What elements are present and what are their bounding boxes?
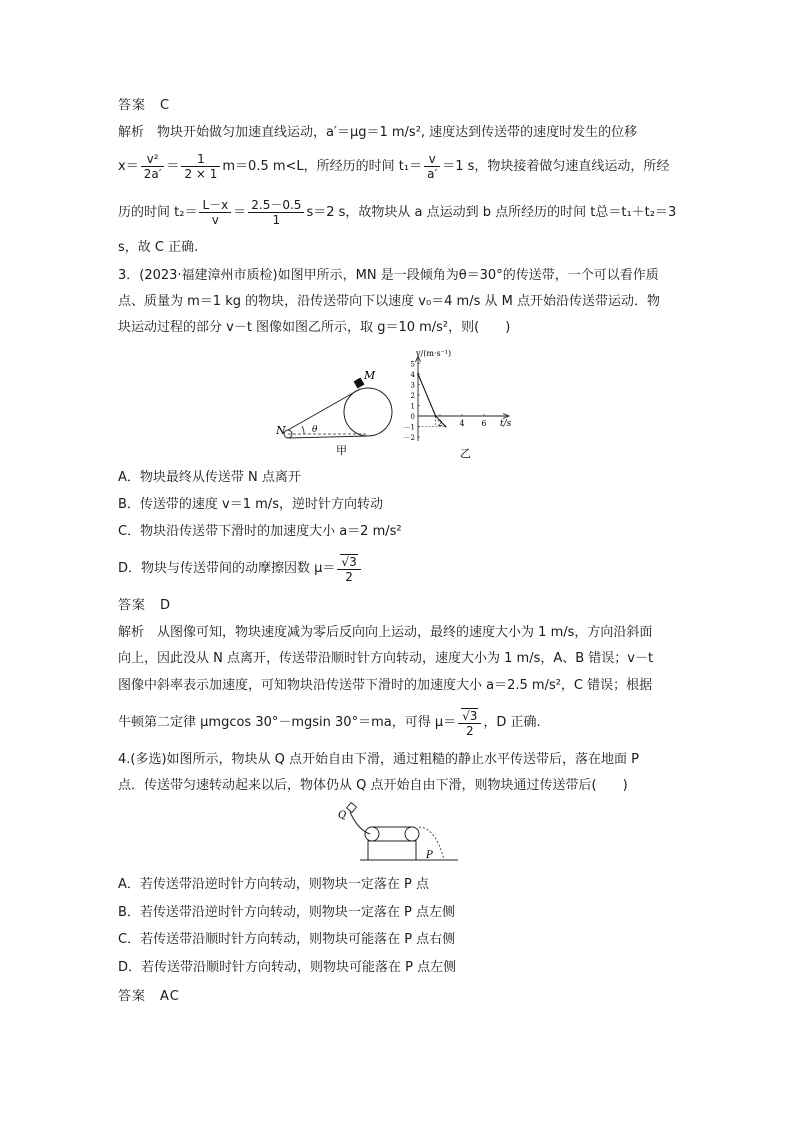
- analysis-text: 牛顿第二定律 μmgcos 30°－mgsin 30°＝ma，可得 μ＝: [118, 715, 457, 730]
- q4-option-d[interactable]: [118, 958, 678, 978]
- question-3-line-1: [118, 266, 678, 286]
- analysis-2-line-4: [118, 238, 678, 258]
- sqrt-value: √3: [341, 554, 357, 569]
- y-tick-label: －1: [404, 423, 415, 432]
- block-m: [354, 378, 365, 389]
- y-tick-label: 4: [410, 371, 415, 379]
- y-tick-label: 3: [410, 381, 415, 390]
- analysis-text: s＝2 s，故物块从 a 点运动到 b 点所经历的时间 t总＝t₁＋t₂＝3: [306, 205, 677, 220]
- denominator: 2: [465, 723, 474, 738]
- y-tick-label: 5: [410, 360, 415, 369]
- slide-ramp: [350, 812, 370, 834]
- y-axis-label: v/(m·s⁻¹): [416, 349, 452, 358]
- figure-yi-vt-chart: [404, 346, 524, 460]
- analysis-2-line-3: [118, 196, 678, 230]
- analysis-3-line-2: [118, 649, 678, 669]
- question-text: 3．(2023·福建漳州市质检)如图甲所示，MN 是一段倾角为θ＝30°的传送带，一个可以看作质: [118, 268, 659, 283]
- large-pulley: [344, 388, 392, 436]
- x-tick-label: 4: [459, 419, 465, 428]
- analysis-text: ＝: [233, 205, 247, 220]
- fraction: [337, 554, 360, 584]
- analysis-3-line-3: [118, 676, 678, 696]
- numerator: 1: [181, 152, 220, 167]
- label-n: N: [276, 424, 286, 437]
- analysis-text: 历的时间 t₂＝: [118, 205, 198, 220]
- q3-option-d[interactable]: [118, 552, 678, 586]
- answer-3: [118, 596, 678, 616]
- fraction: [199, 198, 231, 227]
- data-point: [435, 415, 437, 417]
- denominator: 1: [272, 213, 281, 227]
- caption-yi: 乙: [460, 447, 471, 460]
- answer-label: 答案: [118, 989, 147, 1004]
- support-stand: [368, 841, 416, 860]
- analysis-text: ＝: [166, 159, 180, 174]
- x-tick-label: 2: [437, 419, 443, 428]
- numerator: [337, 554, 360, 570]
- x-tick-label: 6: [481, 419, 487, 428]
- fraction: [141, 152, 165, 181]
- caption-jia: 甲: [336, 444, 347, 456]
- question-3-line-3: [118, 318, 678, 338]
- belt-top: [288, 389, 360, 430]
- label-p: P: [426, 850, 433, 861]
- question-text: 点、质量为 m＝1 kg 的物块，沿传送带向下以速度 v₀＝4 m/s 从 M 点开始沿传送带运动．物: [118, 294, 660, 309]
- option-text: C．物块沿传送带下滑时的加速度大小 a＝2 m/s²: [118, 524, 402, 539]
- analysis-text: ，D 正确.: [483, 715, 541, 730]
- numerator: [458, 708, 481, 724]
- denominator: 2a′: [143, 167, 162, 181]
- question-4-line-2: [118, 776, 678, 796]
- y-tick-label: 0: [410, 413, 415, 421]
- analysis-2-line-2: [118, 150, 678, 184]
- option-text: C．若传送带沿顺时针方向转动，则物块可能落在 P 点右侧: [118, 932, 456, 947]
- option-text: A．若传送带沿逆时针方向转动，则物块一定落在 P 点: [118, 877, 429, 892]
- denominator: 2: [345, 569, 353, 584]
- option-text: A．物块最终从传送带 N 点离开: [118, 470, 301, 485]
- angle-arc: [302, 426, 304, 434]
- belt-bottom: [289, 436, 368, 438]
- fraction: [424, 152, 440, 181]
- denominator: a′: [427, 167, 438, 181]
- q3-option-a[interactable]: [118, 468, 678, 488]
- question-4-line-1: [118, 750, 678, 770]
- fraction: [181, 152, 220, 181]
- answer-2: [118, 96, 678, 116]
- figure-q4-conveyor: [334, 800, 464, 866]
- y-tick-label: －2: [404, 434, 415, 442]
- q4-option-a[interactable]: [118, 875, 678, 895]
- x-axis-label: t/s: [500, 419, 512, 429]
- q4-option-b[interactable]: [118, 903, 678, 923]
- option-text: D．若传送带沿顺时针方向转动，则物块可能落在 P 点左侧: [118, 960, 457, 975]
- analysis-text: 图像中斜率表示加速度，可知物块沿传送带下滑时的加速度大小 a＝2.5 m/s²，C 错误；根据: [118, 678, 653, 693]
- question-text: 点．传送带匀速转动起来以后，物体仍从 Q 点开始自由下滑，则物块通过传送带后( ): [118, 778, 628, 793]
- denominator: v: [211, 213, 219, 227]
- numerator: 2.5－0.5: [248, 198, 304, 213]
- analysis-text: x＝: [118, 159, 139, 174]
- q3-option-c[interactable]: [118, 522, 678, 542]
- q3-option-b[interactable]: [118, 495, 678, 515]
- ticks: [404, 361, 487, 443]
- answer-label: 答案: [118, 98, 147, 113]
- denominator: 2 × 1: [184, 167, 218, 181]
- analysis-text: ＝1 s，物块接着做匀速直线运动，所经: [442, 159, 670, 174]
- question-text: 块运动过程的部分 v－t 图像如图乙所示，取 g＝10 m/s²，则( ): [118, 320, 511, 335]
- analysis-text: m＝0.5 m<L，所经历的时间 t₁＝: [222, 159, 423, 174]
- left-roller: [365, 827, 379, 841]
- label-q: Q: [338, 810, 347, 821]
- option-text: D．物块与传送带间的动摩擦因数 μ＝: [118, 561, 336, 576]
- sqrt-value: √3: [462, 708, 478, 723]
- numerator: L－x: [199, 198, 231, 213]
- analysis-2-line-1: [118, 123, 678, 143]
- analysis-3-line-1: [118, 623, 678, 643]
- analysis-label: 解析: [118, 625, 145, 640]
- analysis-text: s，故 C 正确.: [118, 240, 199, 255]
- question-text: 4.(多选)如图所示，物块从 Q 点开始自由下滑，通过粗糙的静止水平传送带后，落在地面 P: [118, 752, 640, 767]
- fraction: [458, 708, 481, 738]
- data-point: [417, 373, 419, 375]
- answer-value: AC: [160, 989, 180, 1004]
- option-text: B．传送带的速度 v＝1 m/s，逆时针方向转动: [118, 497, 383, 512]
- analysis-text: 向上，因此没从 N 点离开，传送带沿顺时针方向转动，速度大小为 1 m/s，A、B 错误；v－t: [118, 651, 654, 666]
- numerator: v: [424, 152, 440, 167]
- analysis-label: 解析: [118, 125, 145, 140]
- data-point: [445, 426, 447, 428]
- figure-jia-conveyor: [276, 350, 402, 456]
- answer-4: [118, 987, 678, 1007]
- y-tick-label: 1: [410, 402, 415, 411]
- answer-value: D: [160, 598, 172, 613]
- label-m: M: [364, 369, 376, 382]
- q4-option-c[interactable]: [118, 930, 678, 950]
- axes: [416, 356, 510, 441]
- analysis-3-line-4: [118, 706, 678, 740]
- block-q: [347, 803, 357, 813]
- analysis-text: 物块开始做匀加速直线运动，a′＝μg＝1 m/s², 速度达到传送带的速度时发生的位移: [157, 125, 638, 140]
- fraction: [248, 198, 304, 227]
- option-text: B．若传送带沿逆时针方向转动，则物块一定落在 P 点左侧: [118, 905, 456, 920]
- y-tick-label: 2: [410, 392, 415, 400]
- numerator: v²: [141, 152, 165, 167]
- answer-value: C: [160, 98, 171, 113]
- answer-label: 答案: [118, 598, 147, 613]
- analysis-text: 从图像可知，物块速度减为零后反向向上运动，最终的速度大小为 1 m/s，方向沿斜面: [157, 625, 653, 640]
- right-roller: [405, 827, 419, 841]
- question-3-line-2: [118, 292, 678, 312]
- label-theta: θ: [312, 425, 318, 435]
